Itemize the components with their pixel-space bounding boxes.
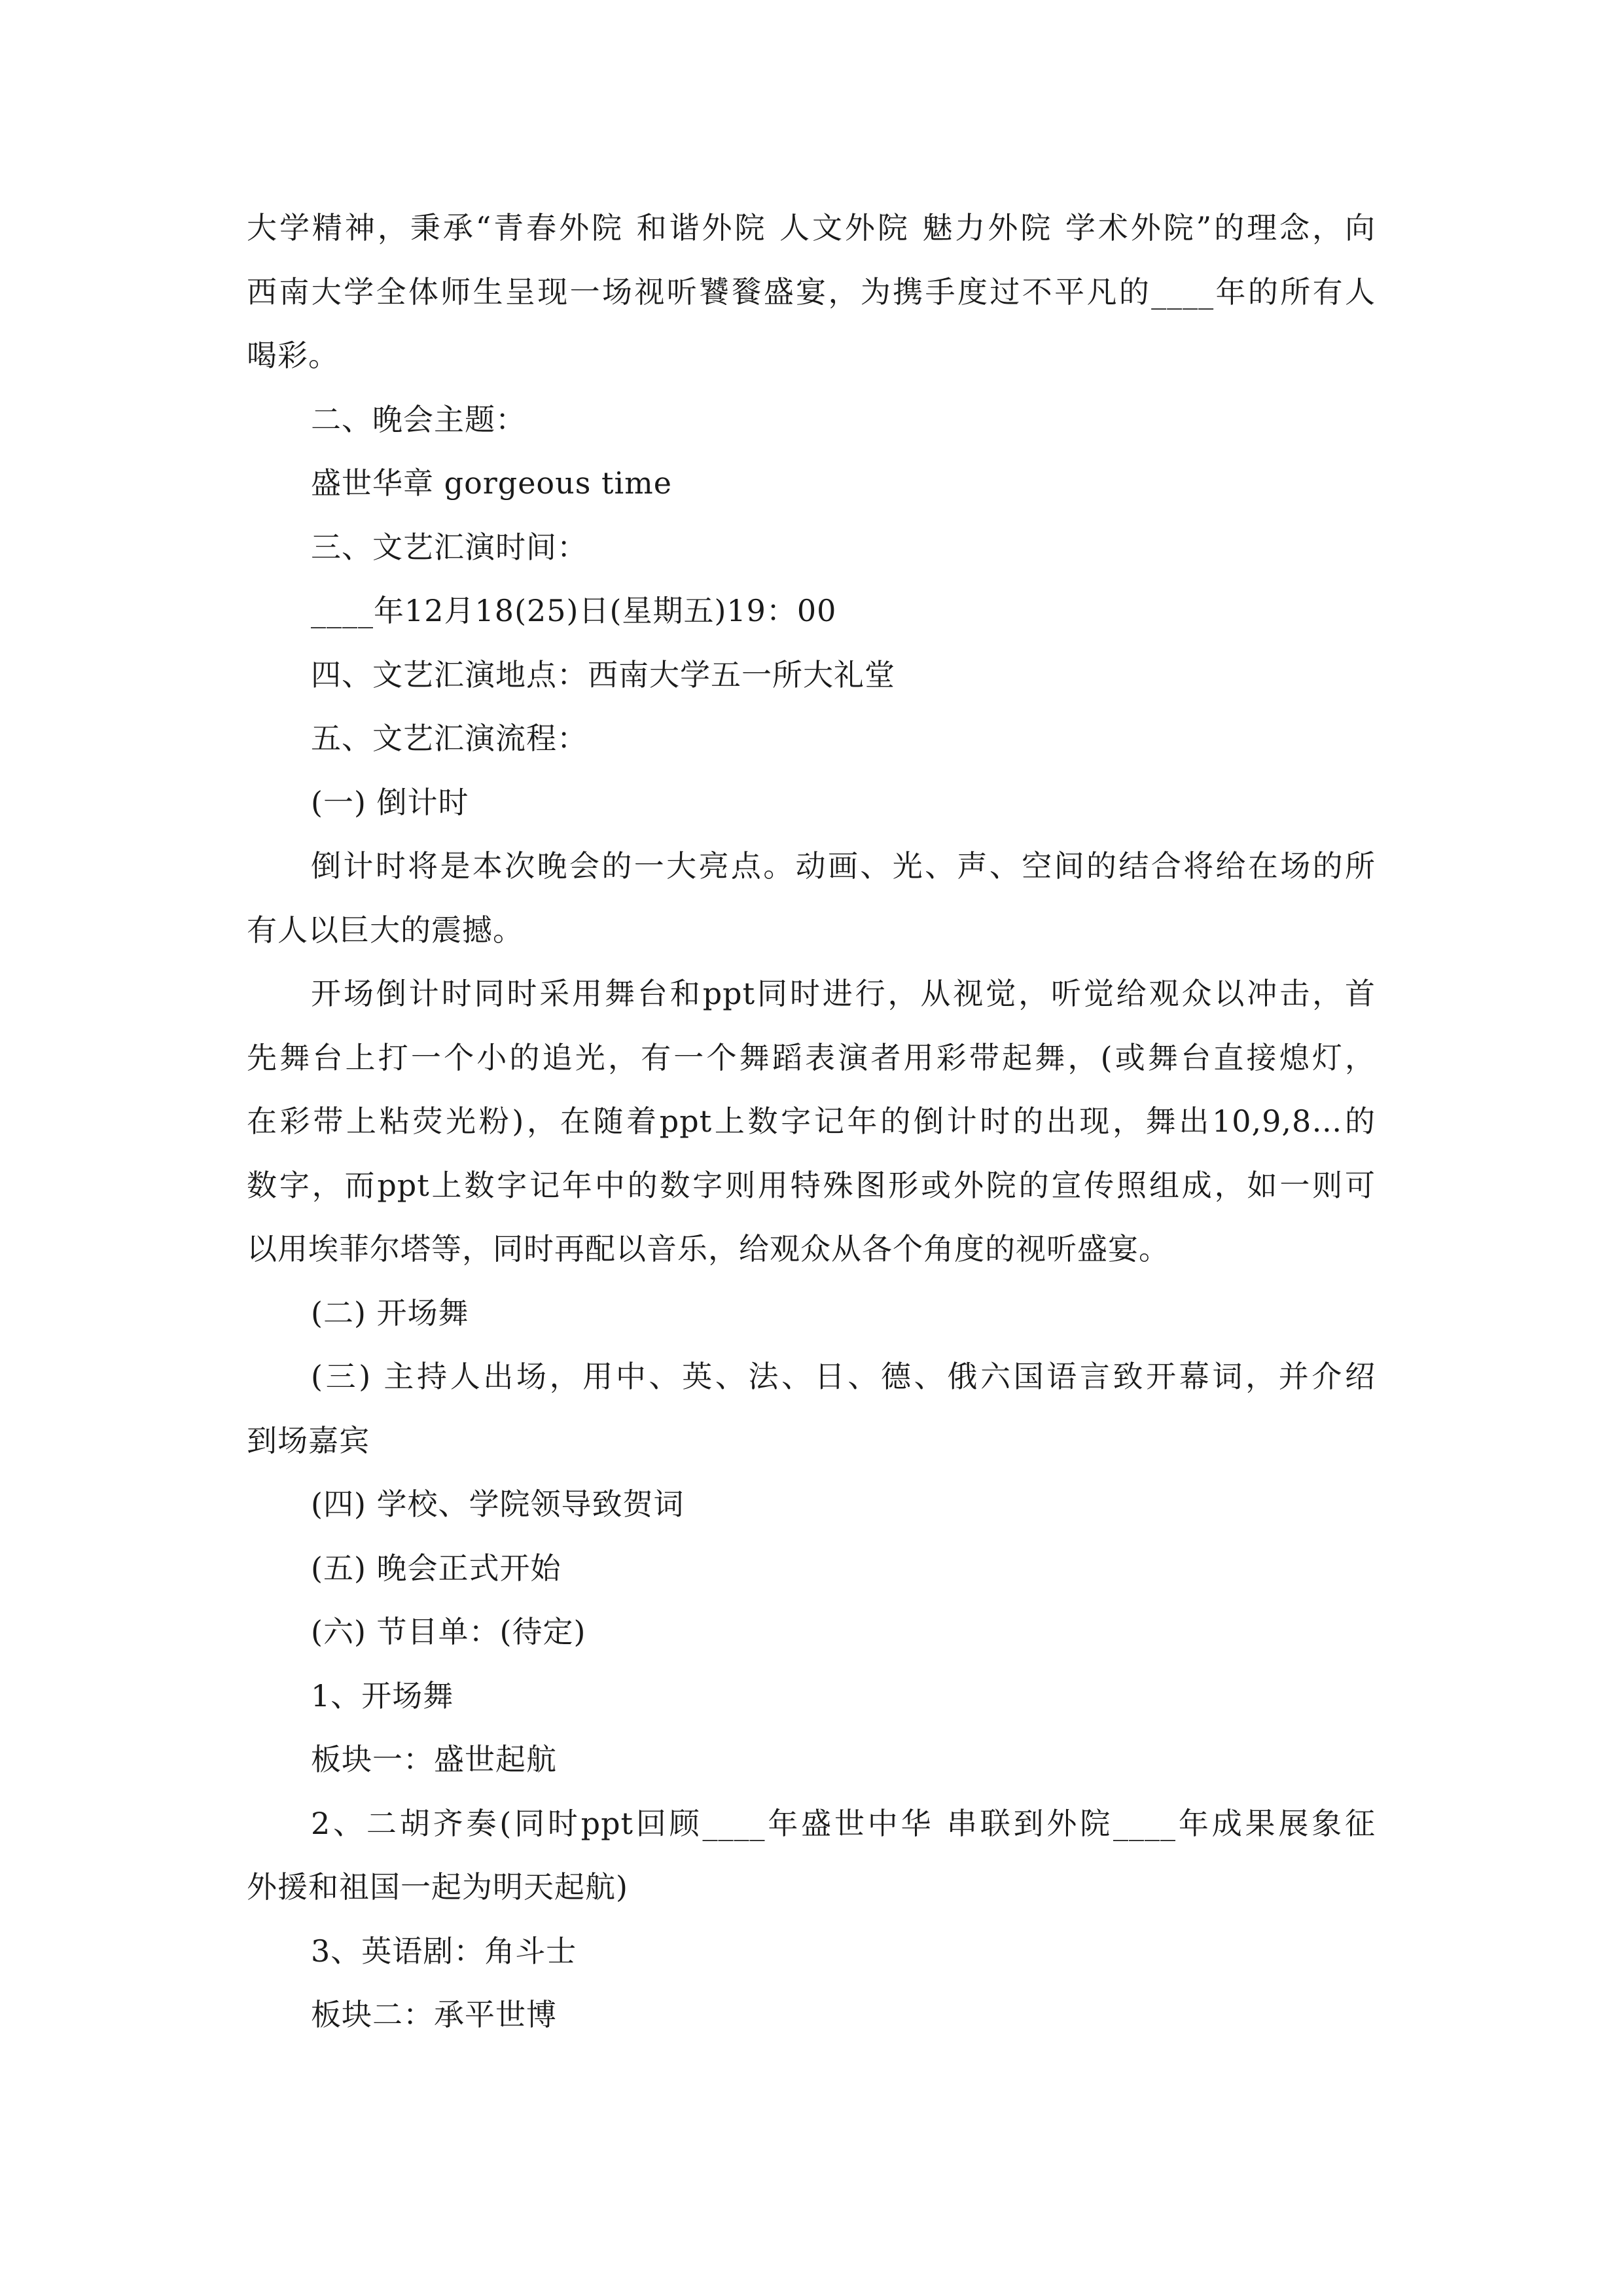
text-line: (五) 晚会正式开始 — [311, 1550, 562, 1586]
text-line: 在彩带上粘荧光粉)，在随着ppt上数字记年的倒计时的出现，舞出10,9,8…的 — [247, 1103, 1376, 1139]
text-line: 1、开场舞 — [311, 1677, 454, 1713]
text-line: 西南大学全体师生呈现一场视听饕餮盛宴，为携手度过不平凡的____年的所有人 — [247, 274, 1376, 310]
text-line: 喝彩。 — [247, 338, 339, 373]
document-body — [247, 196, 1376, 2047]
text-line: 四、文艺汇演地点：西南大学五一所大礼堂 — [311, 656, 895, 692]
text-line: (六) 节目单：(待定) — [311, 1614, 586, 1649]
text-line: (三) 主持人出场，用中、英、法、日、德、俄六国语言致开幕词，并介绍 — [311, 1359, 1376, 1394]
text-line: (一) 倒计时 — [311, 784, 469, 820]
text-line: 外援和祖国一起为明天起航) — [247, 1869, 628, 1905]
text-line: 板块一：盛世起航 — [311, 1742, 557, 1777]
text-line: 五、文艺汇演流程： — [311, 721, 588, 756]
text-line: 有人以巨大的震撼。 — [247, 912, 524, 948]
text-line: 倒计时将是本次晚会的一大亮点。动画、光、声、空间的结合将给在场的所 — [311, 848, 1376, 884]
text-line: 3、英语剧：角斗士 — [311, 1933, 577, 1969]
text-line: 盛世华章 gorgeous time — [311, 465, 673, 501]
text-line: 数字，而ppt上数字记年中的数字则用特殊图形或外院的宣传照组成，如一则可 — [247, 1167, 1376, 1203]
text-line: 到场嘉宾 — [247, 1422, 370, 1458]
text-line: 先舞台上打一个小的追光，有一个舞蹈表演者用彩带起舞，(或舞台直接熄灯， — [247, 1039, 1376, 1075]
text-line: 二、晚会主题： — [311, 401, 526, 437]
text-line: 大学精神，秉承“青春外院 和谐外院 人文外院 魅力外院 学术外院”的理念，向 — [247, 210, 1376, 245]
text-line: (二) 开场舞 — [311, 1295, 469, 1331]
text-line: ____年12月18(25)日(星期五)19：00 — [311, 593, 837, 628]
text-line: 三、文艺汇演时间： — [311, 529, 588, 565]
text-line: 以用埃菲尔塔等，同时再配以音乐，给观众从各个角度的视听盛宴。 — [247, 1231, 1169, 1266]
text-line: (四) 学校、学院领导致贺词 — [311, 1486, 685, 1522]
text-line: 2、二胡齐奏(同时ppt回顾____年盛世中华 串联到外院____年成果展象征 — [311, 1805, 1376, 1841]
text-line: 开场倒计时同时采用舞台和ppt同时进行，从视觉，听觉给观众以冲击，首 — [311, 976, 1376, 1011]
text-line: 板块二：承平世博 — [311, 1997, 557, 2032]
